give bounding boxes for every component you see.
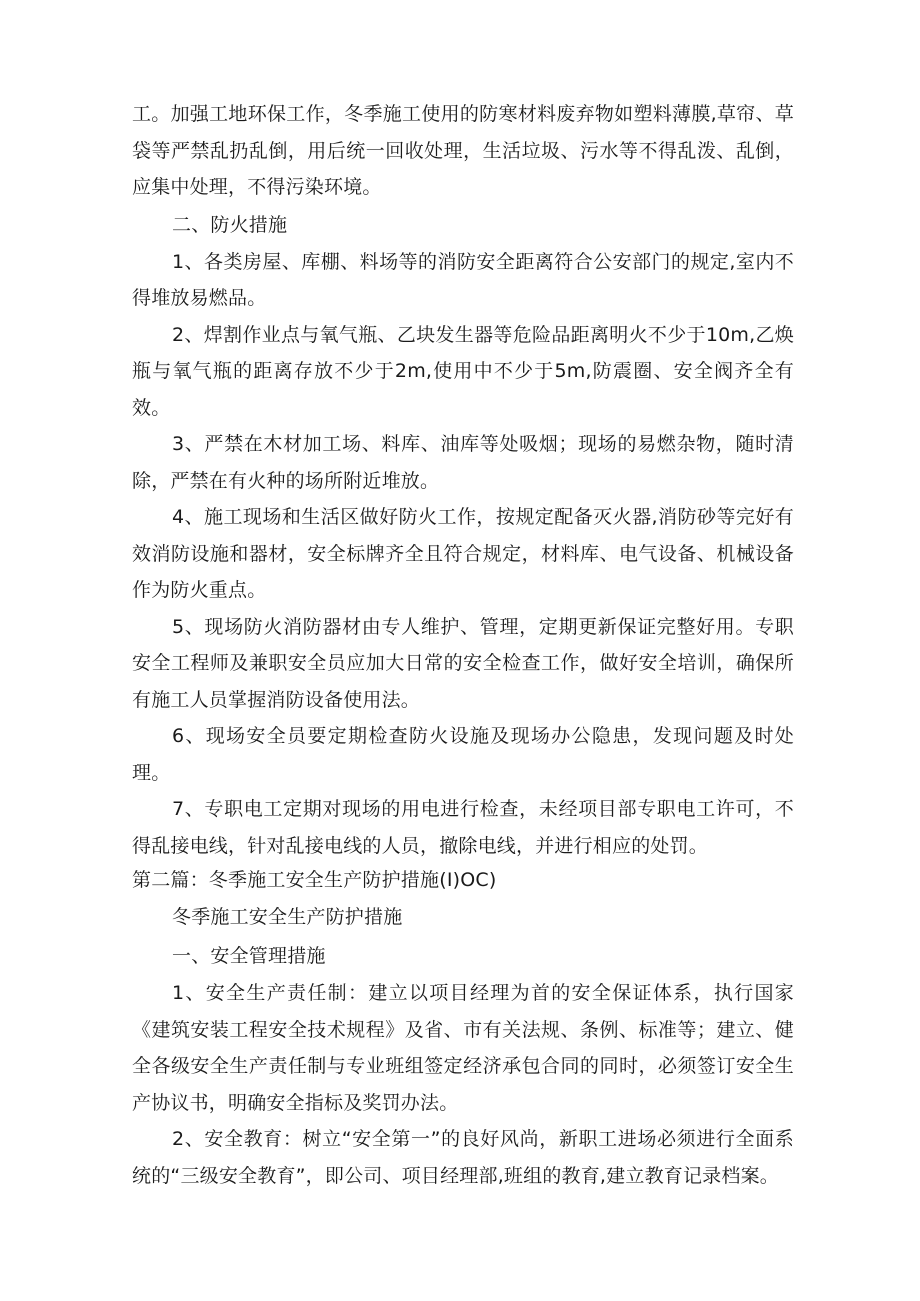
fire-item-4: 4、施工现场和生活区做好防火工作，按规定配备灭火器,消防砂等完好有效消防设施和器材，安全标牌齐全且符合规定，材料库、电气设备、机械设备作为防火重点。 bbox=[132, 506, 794, 601]
fire-section-heading: 二、防火措施 bbox=[172, 213, 288, 236]
fire-item-1: 1、各类房屋、库棚、料场等的消防安全距离符合公安部门的规定,室内不得堆放易燃品。 bbox=[132, 250, 794, 309]
fire-item-2: 2、焊割作业点与氧气瓶、乙块发生器等危险品距离明火不少于10m,乙焕瓶与氧气瓶的距离存放不少于2m,使用中不少于5m,防震圈、安全阀齐全有效。 bbox=[132, 323, 794, 419]
fire-item-6: 6、现场安全员要定期检查防火设施及现场办公隐患，发现问题及时处理。 bbox=[132, 725, 794, 784]
safety-management-heading: 一、安全管理措施 bbox=[172, 945, 326, 967]
fire-item-7: 7、专职电工定期对现场的用电进行检查，未经项目部专职电工许可，不得乱接电线，针对乱接电线的人员，撤除电线，并进行相应的处罚。 bbox=[132, 798, 794, 857]
intro-paragraph: 工。加强工地环保工作，冬季施工使用的防寒材料废弃物如塑料薄膜,草帘、草袋等严禁乱扔乱倒，用后统一回收处理，生活垃圾、污水等不得乱泼、乱倒，应集中处理，不得污染环境。 bbox=[132, 103, 794, 198]
document-body bbox=[132, 96, 794, 1194]
fire-item-3: 3、严禁在木材加工场、料库、油库等处吸烟；现场的易燃杂物，随时清除，严禁在有火种的场所附近堆放。 bbox=[132, 433, 794, 492]
safety-item-1: 1、安全生产责任制：建立以项目经理为首的安全保证体系，执行国家《建筑安装工程安全技术规程》及省、市有关法规、条例、标准等；建立、健全各级安全生产责任制与专业班组签定经济承包合同的同时，必须签订安全生产协议书，明确安全指标及奖罚办法。 bbox=[132, 982, 794, 1114]
safety-item-2: 2、安全教育：树立“安全第一”的良好风尚，新职工进场必须进行全面系统的“三级安全教育”，即公司、项目经理部,班组的教育,建立教育记录档案。 bbox=[132, 1128, 794, 1187]
fire-item-5: 5、现场防火消防器材由专人维护、管理，定期更新保证完整好用。专职安全工程师及兼职安全员应加大日常的安全检查工作，做好安全培训，确保所有施工人员掌握消防设备使用法。 bbox=[132, 615, 794, 711]
part-two-title: 冬季施工安全生产防护措施 bbox=[172, 906, 403, 928]
part-two-heading: 第二篇：冬季施工安全生产防护措施(I)OC) bbox=[132, 869, 497, 891]
